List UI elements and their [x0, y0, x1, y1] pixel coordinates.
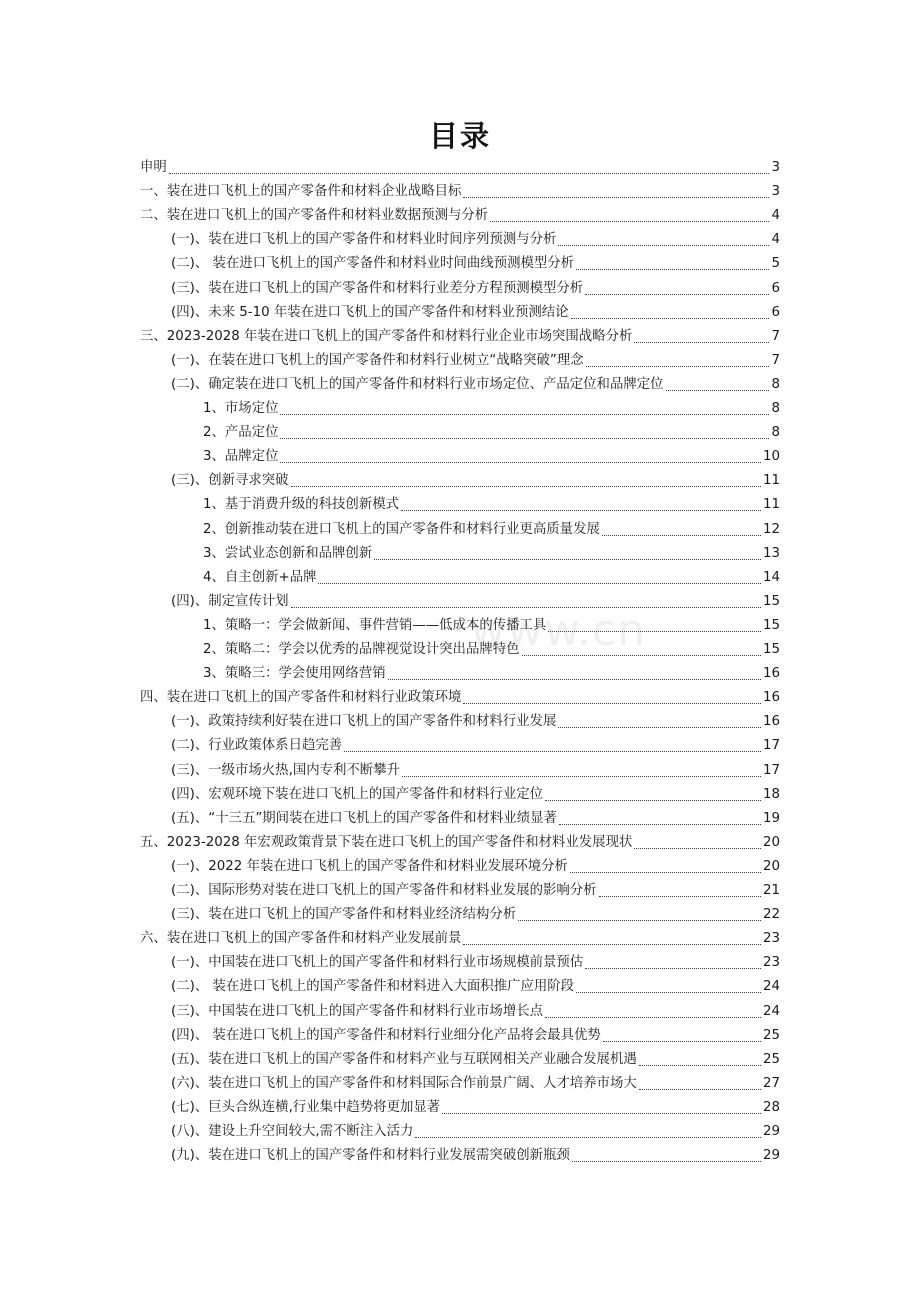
- toc-page-number: 3: [771, 160, 780, 175]
- watermark: www.cn: [470, 605, 646, 656]
- toc-page-number: 12: [762, 521, 780, 537]
- toc-page-number: 6: [771, 304, 780, 320]
- toc-page-number: 17: [762, 738, 780, 754]
- toc-entry-title: 2、策略二：学会以优秀的品牌视觉设计突出品牌特色: [203, 642, 520, 657]
- toc-dot-leader: [571, 317, 770, 319]
- toc-entry[interactable]: [171, 1096, 780, 1120]
- toc-dot-leader: [518, 919, 761, 921]
- toc-entry[interactable]: [171, 373, 780, 397]
- toc-entry[interactable]: [203, 518, 780, 542]
- toc-page-number: 16: [762, 714, 780, 730]
- toc-page-number: 14: [762, 569, 780, 585]
- toc-page-number: 25: [762, 1027, 780, 1043]
- toc-entry[interactable]: [171, 349, 780, 373]
- toc-entry[interactable]: [171, 228, 780, 252]
- toc-entry[interactable]: [171, 710, 780, 734]
- toc-entry[interactable]: [171, 1024, 780, 1048]
- toc-entry[interactable]: [171, 759, 780, 783]
- toc-dot-leader: [634, 847, 761, 849]
- toc-dot-leader: [545, 1016, 761, 1018]
- toc-entry[interactable]: [171, 1048, 780, 1072]
- toc-entry[interactable]: [171, 301, 780, 325]
- toc-entry-title: 五、2023-2028 年宏观政策背景下装在进口飞机上的国产零备件和材料业发展现状: [140, 834, 633, 850]
- toc-page-number: 24: [762, 979, 780, 995]
- toc-entry-title: 2、产品定位: [203, 425, 279, 441]
- toc-entry-title: (四)、制定宣传计划: [171, 593, 289, 609]
- toc-page-number: 19: [762, 810, 780, 826]
- toc-dot-leader: [639, 1088, 761, 1090]
- toc-dot-leader: [280, 437, 769, 439]
- toc-entry-title: (二)、确定装在进口飞机上的国产零备件和材料行业市场定位、产品定位和品牌定位: [171, 376, 664, 392]
- toc-page-number: 15: [762, 593, 780, 609]
- toc-page-number: 20: [762, 834, 780, 850]
- toc-page-number: 16: [762, 690, 780, 706]
- toc-entry-title: (一)、中国装在进口飞机上的国产零备件和材料行业市场规模前景预估: [171, 955, 584, 971]
- toc-entry[interactable]: [203, 566, 780, 590]
- toc-page-number: 4: [771, 232, 780, 248]
- toc-page-number: 8: [771, 425, 780, 441]
- toc-entry[interactable]: [171, 1120, 780, 1144]
- toc-page-number: 24: [762, 1003, 780, 1019]
- toc-page-number: 18: [762, 786, 780, 802]
- toc-page-number: 10: [762, 449, 780, 465]
- toc-dot-leader: [291, 485, 761, 487]
- toc-page-number: 8: [771, 376, 780, 392]
- toc-entry-title: (七)、巨头合纵连横,行业集中趋势将更加显著: [171, 1099, 441, 1115]
- toc-entry-title: (四)、 装在进口飞机上的国产零备件和材料行业细分化产品将会最具优势: [171, 1027, 601, 1043]
- toc-page-number: 11: [762, 473, 780, 489]
- toc-entry[interactable]: [171, 879, 780, 903]
- toc-entry-title: 3、品牌定位: [203, 449, 279, 465]
- toc-page-number: 27: [762, 1075, 780, 1091]
- toc-dot-leader: [599, 895, 761, 897]
- toc-dot-leader: [576, 991, 761, 993]
- toc-entry-title: (三)、一级市场火热,国内专利不断攀升: [171, 762, 400, 778]
- toc-entry[interactable]: [203, 445, 780, 469]
- toc-dot-leader: [602, 534, 761, 536]
- toc-entry[interactable]: [171, 252, 780, 276]
- toc-dot-leader: [401, 509, 761, 511]
- toc-dot-leader: [558, 244, 769, 246]
- toc-entry-title: (八)、建设上升空间较大,需不断注入活力: [171, 1124, 414, 1139]
- toc-dot-leader: [280, 413, 769, 415]
- toc-entry-title: (一)、政策持续利好装在进口飞机上的国产零备件和材料行业发展: [171, 714, 557, 730]
- toc-entry[interactable]: [140, 686, 780, 710]
- toc-dot-leader: [463, 702, 761, 704]
- toc-entry-title: (二)、 装在进口飞机上的国产零备件和材料进入大面积推广应用阶段: [171, 979, 575, 995]
- toc-page-number: 23: [762, 955, 780, 971]
- toc-entry-title: (六)、装在进口飞机上的国产零备件和材料国际合作前景广阔、人才培养市场大: [171, 1075, 637, 1091]
- toc-entry-title: 申明: [140, 160, 167, 175]
- toc-page-number: 11: [762, 497, 780, 513]
- toc-entry-title: 二、装在进口飞机上的国产零备件和材料业数据预测与分析: [140, 208, 489, 224]
- toc-entry-title: (二)、 装在进口飞机上的国产零备件和材料业时间曲线预测模型分析: [171, 256, 575, 272]
- toc-entry[interactable]: [203, 493, 780, 517]
- toc-page-number: 28: [762, 1099, 780, 1115]
- toc-dot-leader: [634, 341, 769, 343]
- toc-dot-leader: [585, 293, 769, 295]
- toc-entry[interactable]: [203, 421, 780, 445]
- toc-entry-title: 4、自主创新+品牌: [203, 569, 317, 585]
- toc-dot-leader: [291, 606, 761, 608]
- toc-entry-title: 1、市场定位: [203, 401, 279, 416]
- toc-entry[interactable]: [171, 783, 780, 807]
- toc-entry[interactable]: [171, 951, 780, 975]
- toc-dot-leader: [402, 775, 761, 777]
- toc-entry[interactable]: [140, 180, 780, 204]
- toc-dot-leader: [585, 967, 761, 969]
- toc-dot-leader: [545, 799, 761, 801]
- toc-page-number: 17: [762, 762, 780, 778]
- toc-dot-leader: [559, 823, 761, 825]
- toc-dot-leader: [570, 871, 761, 873]
- toc-entry-title: (一)、2022 年装在进口飞机上的国产零备件和材料业发展环境分析: [171, 858, 568, 874]
- toc-entry-title: (四)、宏观环境下装在进口飞机上的国产零备件和材料行业定位: [171, 786, 543, 802]
- toc-entry-title: 四、装在进口飞机上的国产零备件和材料行业政策环境: [140, 690, 462, 706]
- page-title: 目录: [428, 119, 491, 153]
- toc-entry[interactable]: [171, 590, 780, 614]
- toc-entry[interactable]: [171, 1000, 780, 1024]
- toc-entry[interactable]: [140, 831, 780, 855]
- toc-entry-title: 三、2023-2028 年装在进口飞机上的国产零备件和材料行业企业市场突围战略分析: [140, 328, 633, 344]
- toc-entry-title: (五)、“十三五”期间装在进口飞机上的国产零备件和材料业绩显著: [171, 810, 557, 826]
- toc-entry[interactable]: [140, 927, 780, 951]
- toc-dot-leader: [586, 365, 770, 367]
- toc-entry[interactable]: [203, 397, 780, 421]
- toc-entry-title: (三)、创新寻求突破: [171, 473, 289, 489]
- toc-entry-title: 六、装在进口飞机上的国产零备件和材料产业发展前景: [140, 931, 462, 947]
- toc-page-number: 15: [762, 617, 780, 633]
- toc-dot-leader: [639, 1064, 761, 1066]
- toc-entry-title: (一)、在装在进口飞机上的国产零备件和材料行业树立“战略突破”理念: [171, 352, 584, 368]
- toc-dot-leader: [463, 943, 761, 945]
- toc-entry[interactable]: [171, 1072, 780, 1096]
- toc-entry[interactable]: [171, 277, 780, 301]
- toc-dot-leader: [548, 630, 761, 632]
- toc-dot-leader: [603, 1040, 761, 1042]
- toc-page-number: 29: [762, 1148, 780, 1164]
- toc-entry[interactable]: [171, 855, 780, 879]
- toc-entry-title: (三)、装在进口飞机上的国产零备件和材料业经济结构分析: [171, 907, 517, 923]
- toc-dot-leader: [318, 582, 760, 584]
- toc-entry-title: (三)、中国装在进口飞机上的国产零备件和材料行业市场增长点: [171, 1003, 543, 1019]
- toc-entry[interactable]: [140, 204, 780, 228]
- toc-dot-leader: [522, 654, 761, 656]
- toc-dot-leader: [490, 220, 769, 222]
- toc-entry-title: (二)、行业政策体系日趋完善: [171, 738, 343, 754]
- toc-entry[interactable]: [140, 325, 780, 349]
- toc-page-number: 6: [771, 280, 780, 296]
- toc-page-number: 21: [762, 883, 780, 898]
- toc-entry[interactable]: [203, 614, 780, 638]
- toc-entry-title: (一)、装在进口飞机上的国产零备件和材料业时间序列预测与分析: [171, 232, 557, 248]
- toc-dot-leader: [576, 268, 769, 270]
- toc-entry[interactable]: [171, 734, 780, 758]
- toc-entry[interactable]: [140, 156, 780, 180]
- toc-dot-leader: [415, 1136, 761, 1138]
- toc-page-number: 8: [771, 401, 780, 416]
- toc-page-number: 16: [762, 666, 780, 682]
- toc-page-number: 23: [762, 931, 780, 947]
- toc-entry-title: 1、策略一：学会做新闻、事件营销——低成本的传播工具: [203, 617, 547, 633]
- toc-page-number: 5: [771, 256, 780, 272]
- toc-entry-title: 一、装在进口飞机上的国产零备件和材料企业战略目标: [140, 184, 462, 200]
- toc-page-number: 20: [762, 858, 780, 874]
- toc-page-number: 29: [762, 1124, 780, 1139]
- toc-page-number: 7: [771, 328, 780, 344]
- toc-entry-title: (五)、装在进口飞机上的国产零备件和材料产业与互联网相关产业融合发展机遇: [171, 1051, 637, 1067]
- toc-dot-leader: [463, 196, 769, 198]
- toc-entry-title: 3、尝试业态创新和品牌创新: [203, 545, 373, 561]
- toc-page-number: 13: [762, 545, 780, 561]
- toc-dot-leader: [388, 678, 761, 680]
- toc-entry-title: (四)、未来 5-10 年装在进口飞机上的国产零备件和材料业预测结论: [171, 304, 569, 320]
- toc-dot-leader: [280, 461, 760, 463]
- toc-page-number: 25: [762, 1051, 780, 1067]
- toc-dot-leader: [558, 726, 761, 728]
- toc-page-number: 4: [771, 208, 780, 224]
- toc-entry-title: (二)、国际形势对装在进口飞机上的国产零备件和材料业发展的影响分析: [171, 883, 597, 898]
- toc-entry-title: 3、策略三：学会使用网络营销: [203, 666, 386, 682]
- toc-entry[interactable]: [171, 903, 780, 927]
- toc-dot-leader: [169, 172, 770, 174]
- toc-entry[interactable]: [171, 469, 780, 493]
- toc-entry[interactable]: [171, 975, 780, 999]
- toc-entry[interactable]: [203, 662, 780, 686]
- toc-entry[interactable]: [171, 807, 780, 831]
- toc-dot-leader: [442, 1112, 761, 1114]
- toc-page-number: 22: [762, 907, 780, 923]
- toc-dot-leader: [666, 389, 770, 391]
- toc-page-number: 15: [762, 642, 780, 657]
- toc-entry[interactable]: [203, 542, 780, 566]
- toc-entry-title: (九)、装在进口飞机上的国产零备件和材料行业发展需突破创新瓶颈: [171, 1148, 570, 1164]
- toc-dot-leader: [344, 750, 761, 752]
- toc-page-number: 3: [771, 184, 780, 200]
- toc-page-number: 7: [771, 352, 780, 368]
- toc-entry[interactable]: [203, 638, 780, 662]
- toc-entry-title: (三)、装在进口飞机上的国产零备件和材料行业差分方程预测模型分析: [171, 280, 584, 296]
- toc-dot-leader: [572, 1160, 761, 1162]
- toc-entry-title: 1、基于消费升级的科技创新模式: [203, 497, 399, 513]
- toc-dot-leader: [374, 558, 761, 560]
- toc-entry-title: 2、创新推动装在进口飞机上的国产零备件和材料行业更高质量发展: [203, 521, 600, 537]
- toc-entry[interactable]: [171, 1144, 780, 1168]
